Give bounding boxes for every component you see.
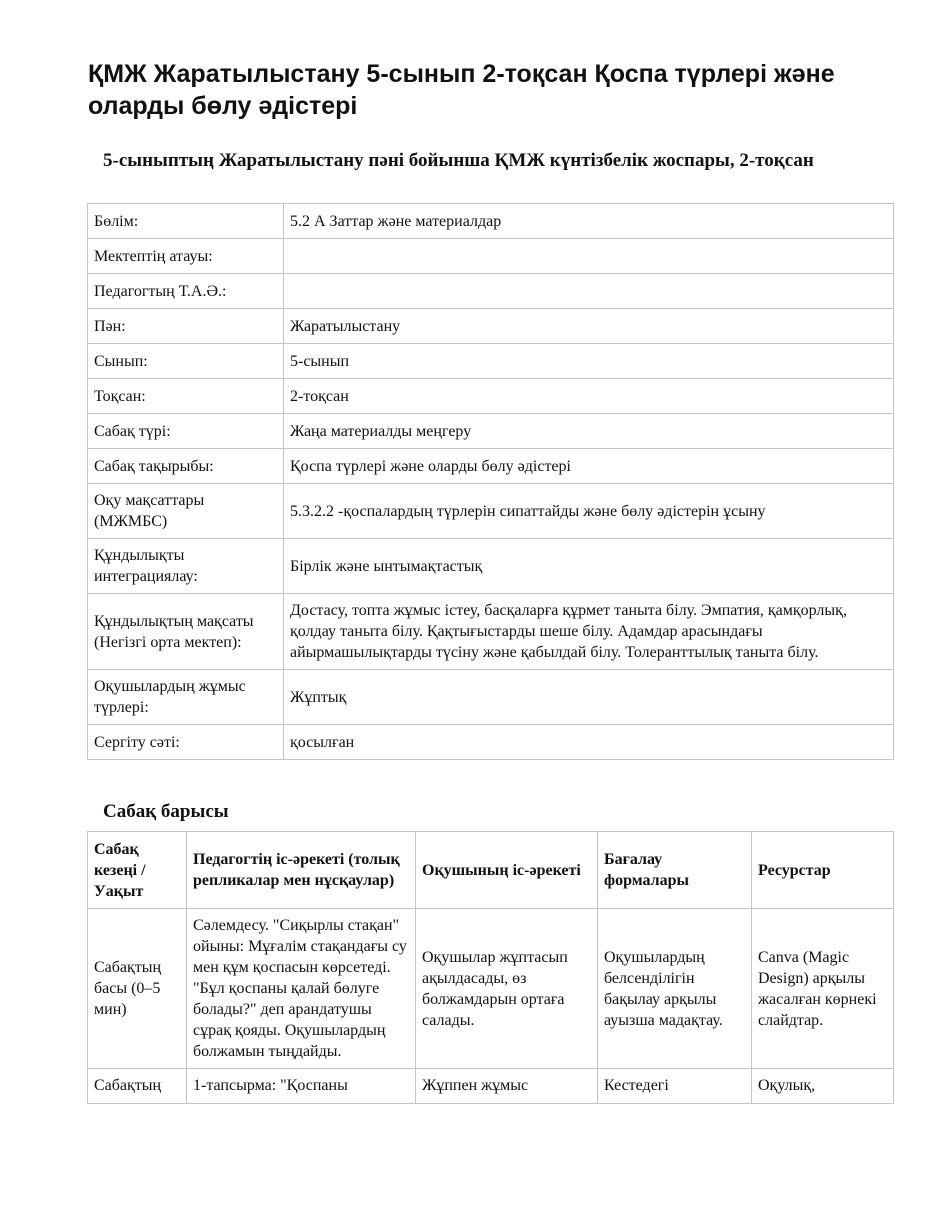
info-value: 5.2 А Заттар және материалдар — [284, 204, 894, 239]
table-row — [88, 725, 894, 760]
header-stage-time: Сабақ кезеңі / Уақыт — [88, 832, 187, 909]
table-row — [88, 539, 894, 594]
table-row — [88, 670, 894, 725]
info-value: Жұптық — [284, 670, 894, 725]
header-student-actions: Оқушының іс-әрекеті — [416, 832, 598, 909]
lesson-info-table — [87, 203, 894, 760]
info-label: Құндылықтың мақсаты (Негізгі орта мектеп): — [88, 594, 284, 670]
student-action-cell: Жұппен жұмыс — [416, 1069, 598, 1104]
table-row — [88, 449, 894, 484]
info-value: 5-сынып — [284, 344, 894, 379]
resources-cell: Canva (Magic Design) арқылы жасалған көрнекі слайдтар. — [752, 909, 894, 1069]
table-row — [88, 909, 894, 1069]
info-label: Құндылықты интеграциялау: — [88, 539, 284, 594]
info-label: Тоқсан: — [88, 379, 284, 414]
stage-cell: Сабақтың басы (0–5 мин) — [88, 909, 187, 1069]
info-value: 5.3.2.2 -қоспалардың түрлерін сипаттайды және бөлу әдістерін ұсыну — [284, 484, 894, 539]
table-row — [88, 1069, 894, 1104]
plan-heading: 5-сыныптың Жаратылыстану пәні бойынша ҚМЖ күнтізбелік жоспары, 2-тоқсан — [103, 150, 814, 171]
table-header-row — [88, 832, 894, 909]
info-label: Сынып: — [88, 344, 284, 379]
assessment-cell: Оқушылардың белсенділігін бақылау арқылы ауызша мадақтау. — [598, 909, 752, 1069]
info-value: 2-тоқсан — [284, 379, 894, 414]
info-label: Сабақ түрі: — [88, 414, 284, 449]
stage-cell: Сабақтың — [88, 1069, 187, 1104]
info-value: Бірлік және ынтымақтастық — [284, 539, 894, 594]
table-row — [88, 239, 894, 274]
table-row — [88, 274, 894, 309]
student-action-cell: Оқушылар жұптасып ақылдасады, өз болжамдарын ортаға салады. — [416, 909, 598, 1069]
header-teacher-actions: Педагогтің іс-әрекеті (толық репликалар мен нұсқаулар) — [187, 832, 416, 909]
info-value: Жаратылыстану — [284, 309, 894, 344]
info-label: Сергіту сәті: — [88, 725, 284, 760]
info-value: Достасу, топта жұмыс істеу, басқаларға құрмет таныта білу. Эмпатия, қамқорлық, қолдау таныта білу. Қақтығыстарды шеше білу. Адамдар арасындағы айырмашылықтарды түсіну және қабылдай білу. Толеранттылық таныта білу. — [284, 594, 894, 670]
table-row — [88, 379, 894, 414]
lesson-progress-heading: Сабақ барысы — [103, 801, 229, 822]
table-row — [88, 594, 894, 670]
header-assessment: Бағалау формалары — [598, 832, 752, 909]
assessment-cell: Кестедегі — [598, 1069, 752, 1104]
info-label: Пән: — [88, 309, 284, 344]
table-row — [88, 484, 894, 539]
info-value: Жаңа материалды меңгеру — [284, 414, 894, 449]
info-label: Бөлім: — [88, 204, 284, 239]
table-row — [88, 414, 894, 449]
document-title: ҚМЖ Жаратылыстану 5-сынып 2-тоқсан Қоспа түрлері және оларды бөлу әдістері — [88, 60, 835, 120]
info-value: қосылған — [284, 725, 894, 760]
info-label: Педагогтың Т.А.Ә.: — [88, 274, 284, 309]
table-row — [88, 204, 894, 239]
teacher-action-cell: Сәлемдесу. "Сиқырлы стақан" ойыны: Мұғалім стақандағы су мен құм қоспасын көрсетеді. "Бұл қоспаны қалай бөлуге болады?" деп арандатушы сұрақ қояды. Оқушылардың болжамын тыңдайды. — [187, 909, 416, 1069]
info-value — [284, 239, 894, 274]
info-label: Оқу мақсаттары (МЖМБС) — [88, 484, 284, 539]
info-label: Сабақ тақырыбы: — [88, 449, 284, 484]
resources-cell: Оқулық, — [752, 1069, 894, 1104]
info-value: Қоспа түрлері және оларды бөлу әдістері — [284, 449, 894, 484]
info-label: Оқушылардың жұмыс түрлері: — [88, 670, 284, 725]
info-label: Мектептің атауы: — [88, 239, 284, 274]
teacher-action-cell: 1-тапсырма: "Қоспаны — [187, 1069, 416, 1104]
lesson-progress-table — [87, 831, 894, 1104]
info-value — [284, 274, 894, 309]
table-row — [88, 344, 894, 379]
header-resources: Ресурстар — [752, 832, 894, 909]
table-row — [88, 309, 894, 344]
